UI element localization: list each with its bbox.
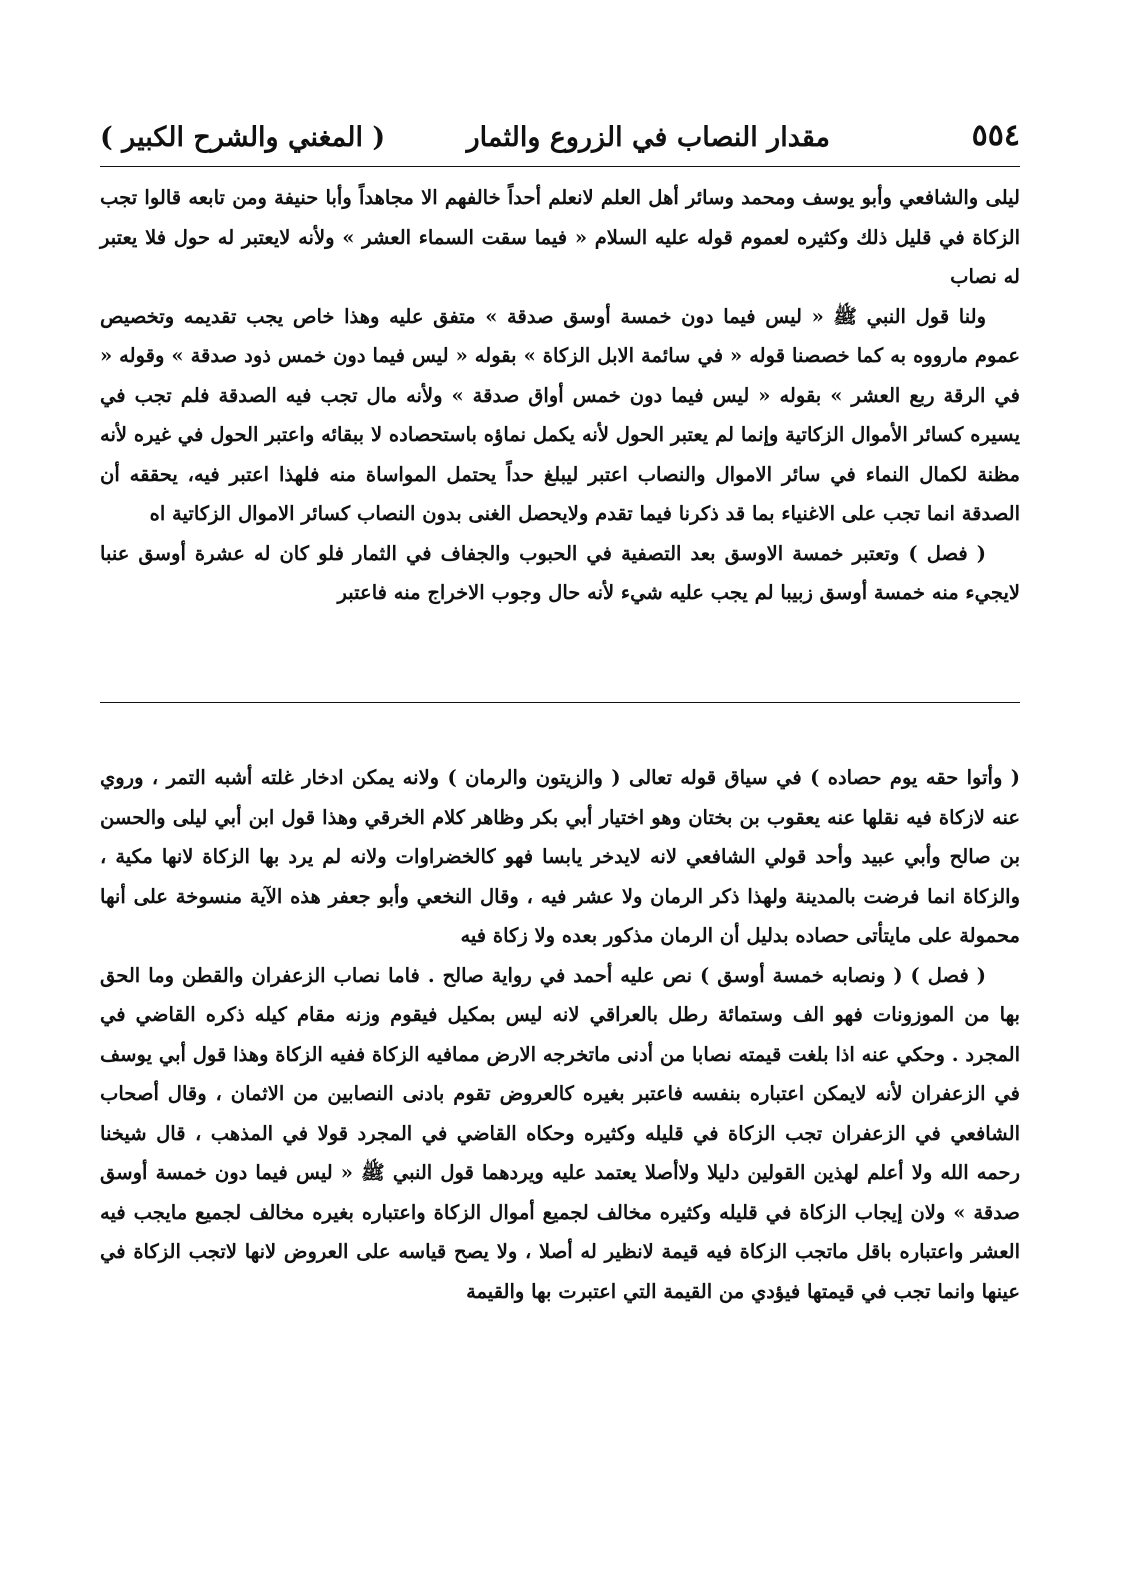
page-number: ٥٥٤	[971, 118, 1020, 153]
commentary-paragraph: ( وأتوا حقه يوم حصاده ) في سياق قوله تعالى ( والزيتون والرمان ) ولانه يمكن ادخار غلته أشبه التمر ، وروي عنه لازكاة فيه نقلها عنه يعقوب بن بختان وهو اختيار أبي بكر وظاهر كلام الخرقي وهذا قول ابن أبي ليلى والحسن بن صالح وأبي عبيد وأحد قولي الشافعي لانه لايدخر يابسا فهو كالخضراوات ولانه لم يرد بها الزكاة لانها مكية ، والزكاة انما فرضت بالمدينة ولهذا ذكر الرمان ولا عشر فيه ، وقال النخعي وأبو جعفر هذه الآية منسوخة على أنها محمولة على مايتأتى حصاده بدليل أن الرمان مذكور بعده ولا زكاة فيه	[100, 766, 1020, 947]
main-paragraph: ليلى والشافعي وأبو يوسف ومحمد وسائر أهل العلم لانعلم أحداً خالفهم الا مجاهداً وأبا حنيفة ومن تابعه قالوا تجب الزكاة في قليل ذلك وكثيره لعموم قوله عليه السلام « فيما سقت السماء العشر » ولأنه لايعتبر له حول فلا يعتبر له نصاب	[100, 186, 1020, 288]
chapter-title: مقدار النصاب في الزروع والثمار	[466, 122, 830, 153]
header-rule	[100, 166, 1020, 167]
section-divider	[100, 702, 1020, 703]
main-text-section	[100, 178, 1020, 613]
book-title: ( المغني والشرح الكبير )	[100, 122, 386, 153]
main-paragraph: ولنا قول النبي ﷺ « ليس فيما دون خمسة أوسق صدقة » متفق عليه وهذا خاص يجب تقديمه وتخصيص عموم مارووه به كما خصصنا قوله « في سائمة الابل الزكاة » بقوله « ليس فيما دون خمس ذود صدقة » وقوله « في الرقة ربع العشر » بقوله « ليس فيما دون خمس أواق صدقة » ولأنه مال تجب فيه الصدقة فلم تجب في يسيره كسائر الأموال الزكاتية وإنما لم يعتبر الحول لأنه يكمل نماؤه باستحصاده لا ببقائه واعتبر الحول في غيره لأنه مظنة لكمال النماء في سائر الاموال والنصاب اعتبر ليبلغ حداً يحتمل المواساة منه فلهذا اعتبر فيه، يحققه أن الصدقة انما تجب على الاغنياء بما قد ذكرنا فيما تقدم ولايحصل الغنى بدون النصاب كسائر الاموال الزكاتية اه	[100, 304, 1020, 525]
main-paragraph: ( فصل ) وتعتبر خمسة الاوسق بعد التصفية في الحبوب والجفاف في الثمار فلو كان له عشرة أوسق عنبا لايجيء منه خمسة أوسق زبيبا لم يجب عليه شيء لأنه حال وجوب الاخراج منه فاعتبر	[100, 541, 1020, 604]
page-header	[100, 118, 1020, 162]
commentary-section	[100, 758, 1020, 1311]
commentary-paragraph: ( فصل ) ( ونصابه خمسة أوسق ) نص عليه أحمد في رواية صالح . فاما نصاب الزعفران والقطن وما الحق بها من الموزونات فهو الف وستمائة رطل بالعراقي لانه ليس بمكيل فيقوم وزنه مقام كيله ذكره القاضي في المجرد . وحكي عنه اذا بلغت قيمته نصابا من أدنى ماتخرجه الارض ممافيه الزكاة ففيه الزكاة وهذا قول أبي يوسف في الزعفران لأنه لايمكن اعتباره بنفسه فاعتبر بغيره كالعروض تقوم بادنى النصابين من الاثمان ، وقال أصحاب الشافعي في الزعفران تجب الزكاة في قليله وكثيره وحكاه القاضي في المجرد قولا في المذهب ، قال شيخنا رحمه الله ولا أعلم لهذين القولين دليلا ولاأصلا يعتمد عليه ويردهما قول النبي ﷺ « ليس فيما دون خمسة أوسق صدقة » ولان إيجاب الزكاة في قليله وكثيره مخالف لجميع أموال الزكاة واعتباره بغيره مخالف لجميع مايجب فيه العشر واعتباره باقل ماتجب الزكاة فيه قيمة لانظير له أصلا ، ولا يصح قياسه على العروض لانها لاتجب الزكاة في عينها وانما تجب في قيمتها فيؤدي من القيمة التي اعتبرت بها والقيمة	[100, 963, 1020, 1303]
